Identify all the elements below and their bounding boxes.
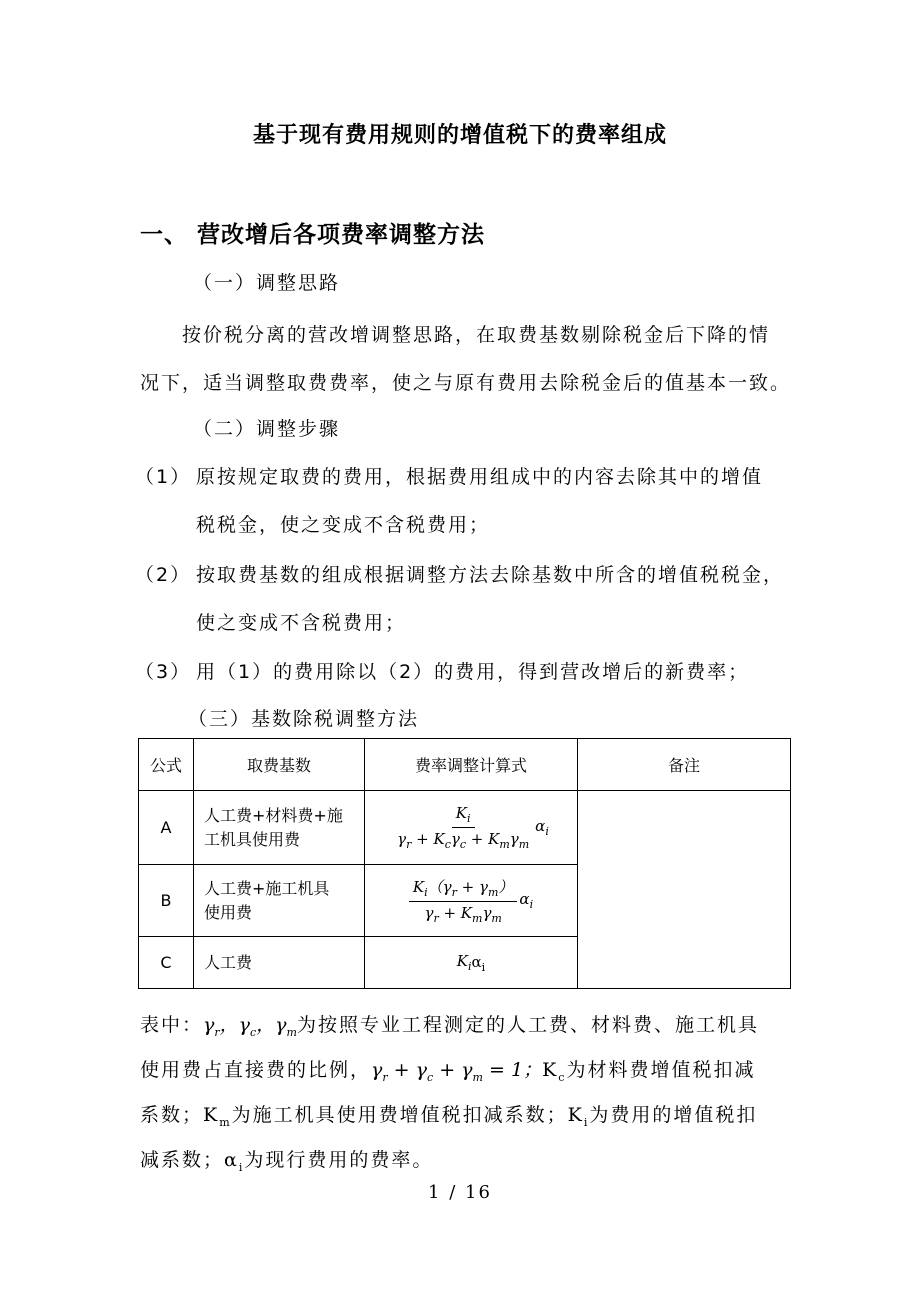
approach-paragraph-line2: 况下，适当调整取费费率，使之与原有费用去除税金后的值基本一致。 <box>140 372 792 394</box>
base-line: 人工费 <box>204 952 253 972</box>
notes-line1: 表中：$\gamma_r$，$\gamma_c$，$\gamma_m$为按照专业工程测定的人工费、材料费、施工机具 <box>140 1014 759 1039</box>
table-header-row <box>139 739 791 791</box>
remark-cell <box>578 791 791 989</box>
approach-paragraph-line1: 按价税分离的营改增调整思路，在取费基数剔除税金后下降的情 <box>182 324 771 346</box>
section-heading: 一、 营改增后各项费率调整方法 <box>140 222 486 248</box>
step-1-line1: 原按规定取费的费用，根据费用组成中的内容去除其中的增值 <box>196 466 764 488</box>
header-base: 取费基数 <box>194 739 365 791</box>
page-number: 1 / 16 <box>428 1182 492 1203</box>
formula-b-fraction: $\frac{K_i(\gamma_r + \gamma_m)}{\gamma_r + K_m\gamma_m}$ <box>409 876 518 925</box>
formula-a-fraction: $\frac{K_i}{\gamma_r + K_c\gamma_c + K_m\gamma_m}$ <box>397 804 530 851</box>
step-2-line1: 按取费基数的组成根据调整方法去除基数中所含的增值税税金， <box>196 564 785 586</box>
notes-line4: 减系数；$\alpha_i$为现行费用的费率。 <box>140 1149 434 1174</box>
base-cell <box>194 865 365 937</box>
notes-line2: 使用费占直接费的比例，$\gamma_r + \gamma_c + \gamma_m = 1$；$K_c$为材料费增值税扣减 <box>140 1059 756 1084</box>
header-remark: 备注 <box>578 739 791 791</box>
step-3-line1: 用（1）的费用除以（2）的费用，得到营改增后的新费率； <box>196 661 750 683</box>
step-1-number: （1） <box>135 466 192 488</box>
header-formula: 公式 <box>139 739 194 791</box>
base-line: 工机具使用费 <box>204 829 301 849</box>
table-row <box>139 791 791 865</box>
step-1-line2: 税税金，使之变成不含税费用； <box>196 514 491 536</box>
base-line: 人工费+材料费+施 <box>204 805 343 825</box>
subheading-base-method: （三）基数除税调整方法 <box>188 708 420 730</box>
subheading-approach: （一）调整思路 <box>193 272 341 294</box>
step-3-number: （3） <box>135 661 192 683</box>
base-cell <box>194 791 365 865</box>
notes-line3: 系数；$K_m$为施工机具使用费增值税扣减系数；$K_i$为费用的增值税扣 <box>140 1104 758 1129</box>
formula-label: C <box>139 937 194 989</box>
header-calc: 费率调整计算式 <box>365 739 578 791</box>
step-2-number: （2） <box>135 564 192 586</box>
formula-a-cell: $\frac{K_i}{\gamma_r + K_c\gamma_c + K_m\gamma_m}$ $\alpha_i$ <box>365 791 578 865</box>
base-line: 人工费+施工机具 <box>204 878 330 898</box>
step-2-line2: 使之变成不含税费用； <box>196 612 407 634</box>
formula-label: B <box>139 865 194 937</box>
formula-b-cell: $\frac{K_i(\gamma_r + \gamma_m)}{\gamma_r + K_m\gamma_m}$ $\alpha_i$ <box>365 865 578 937</box>
base-cell <box>194 937 365 989</box>
formula-label: A <box>139 791 194 865</box>
fee-rate-table <box>138 738 791 989</box>
base-line: 使用费 <box>204 902 253 922</box>
formula-c-cell: $K_i\alpha_i$ <box>365 937 578 989</box>
document-title: 基于现有费用规则的增值税下的费率组成 <box>252 123 667 148</box>
subheading-steps: （二）调整步骤 <box>193 418 341 440</box>
